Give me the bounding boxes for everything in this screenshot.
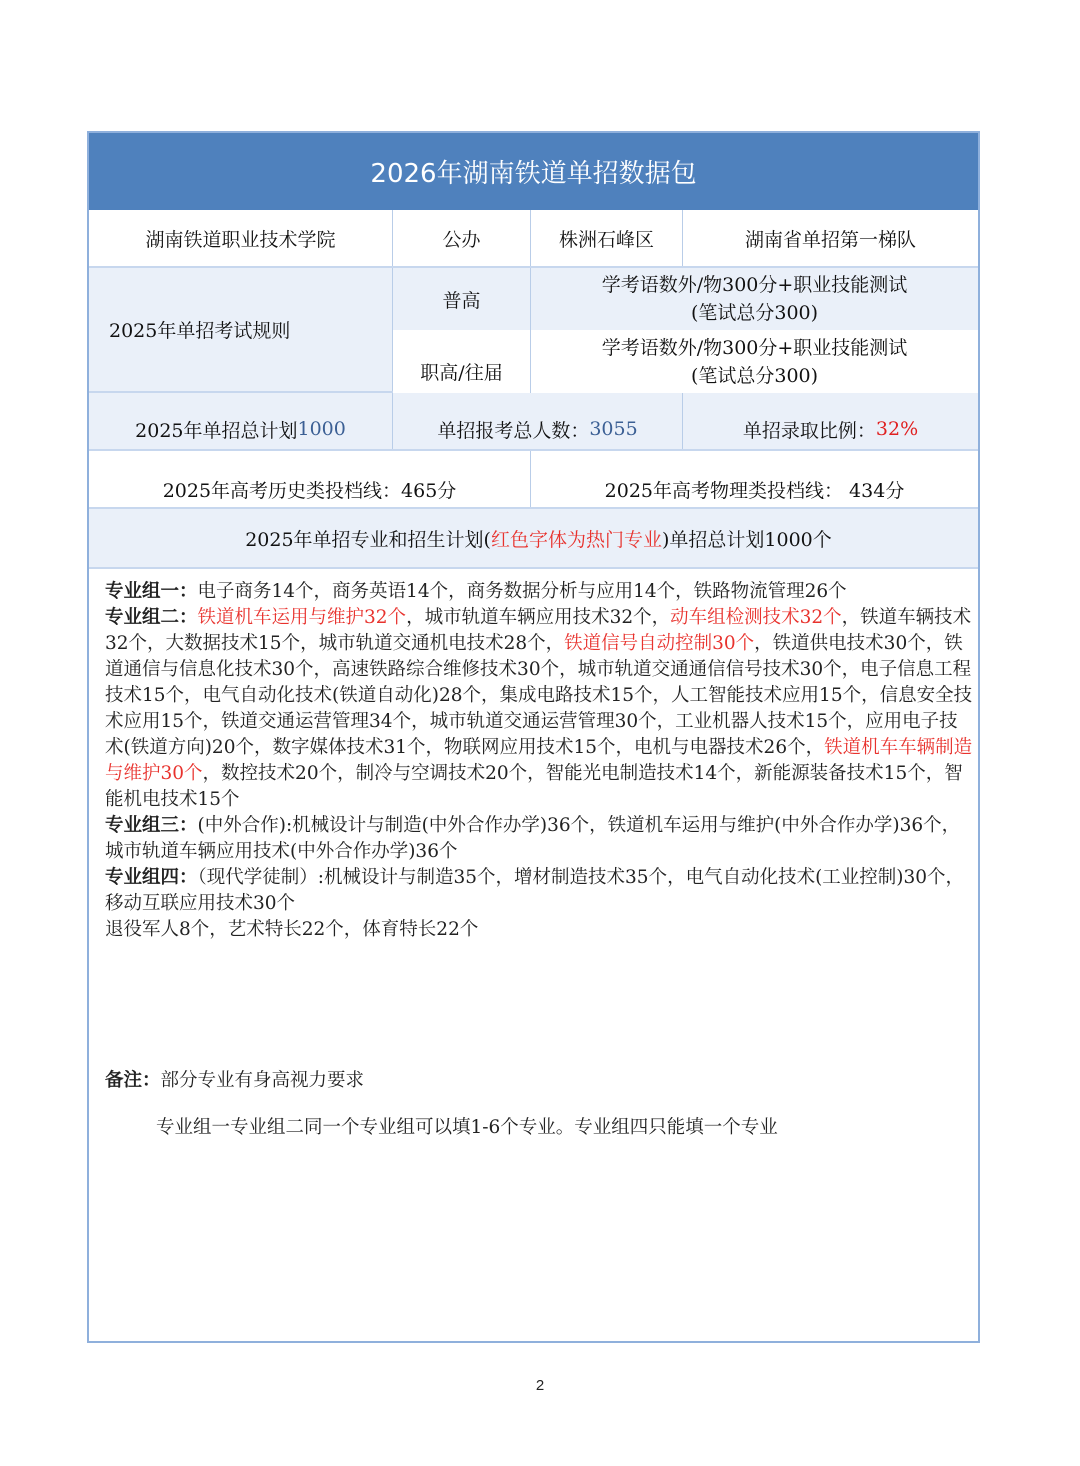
group-text: 电子商务14个，商务英语14个，商务数据分析与应用14个，铁路物流管理26个 (197, 581, 847, 602)
total-plan-label: 2025年单招总计划 (135, 419, 298, 442)
exam-rule-detail (531, 330, 978, 393)
hot-major: 铁道机车车辆制造与维护30个 (105, 737, 973, 784)
plan-header-suffix: )单招总计划1000个 (662, 528, 832, 551)
title-banner (89, 133, 978, 210)
group-label: 专业组四： (105, 867, 198, 888)
school-type: 公办 (393, 210, 531, 266)
exam-rule-category: 职高/往届 (393, 330, 531, 393)
selection-rule: 专业组一专业组二同一个专业组可以填1-6个专业。专业组四只能填一个专业 (156, 1117, 778, 1138)
plan-header (89, 509, 978, 569)
hot-major: 铁道机车运用与维护32个 (197, 607, 407, 628)
group-text: （现代学徒制）:机械设计与制造35个，增材制造技术35个，电气自动化技术(工业控制)30个，移动互联应用技术30个 (105, 867, 965, 914)
group-1 (105, 579, 975, 605)
plan-header-hot: 红色字体为热门专业 (490, 528, 662, 551)
stats-row (89, 393, 978, 451)
hot-major: 铁道信号自动控制30个 (564, 633, 755, 654)
school-tier: 湖南省单招第一梯队 (744, 228, 916, 251)
total-plan-value: 1000 (297, 418, 346, 440)
group-text: ，铁道车辆技术32个，大数据技术15个，城市轨道交通机电技术28个， (105, 607, 972, 654)
group-4 (105, 865, 975, 917)
page-title: 2026年湖南铁道单招数据包 (370, 159, 697, 189)
remark-text: 部分专业有身高视力要求 (160, 1070, 365, 1091)
group-text: ，铁道供电技术30个，铁道通信与信息化技术30个，高速铁路综合维修技术30个，城市轨道交通通信信号技术30个，电子信息工程技术15个，电气自动化技术(铁道自动化)28个，集成电路技术15个，人工智能技术应用15个，信息安全技术应用15个，铁道交通运营管理34个，城市轨道交通运营管理30个，工业机器人技术15个，应用电子技术(铁道方向)20个，数字媒体技术31个，物联网应用技术15个，电机与电器技术26个， (105, 633, 973, 758)
hot-major: 动车组检测技术32个 (670, 607, 842, 628)
page-number: 2 (535, 1377, 545, 1394)
group-label: 专业组一： (105, 581, 198, 602)
applicants (393, 393, 683, 449)
admission-ratio (683, 393, 978, 449)
school-location: 株洲石峰区 (531, 210, 683, 266)
remark-label: 备注： (105, 1070, 161, 1091)
exam-rule-line2: (笔试总分300) (690, 302, 819, 324)
exam-rule-row (393, 268, 978, 332)
group-text: ，城市轨道车辆应用技术32个， (406, 607, 671, 628)
cutoff-row (89, 451, 978, 509)
plan-header-prefix: 2025年单招专业和招生计划( (245, 528, 491, 551)
group-2 (105, 605, 975, 813)
major-groups (105, 579, 975, 943)
history-cutoff: 2025年高考历史类投档线：465分 (89, 451, 531, 507)
total-plan (89, 393, 393, 449)
school-name: 湖南铁道职业技术学院 (89, 210, 393, 266)
group-label: 专业组二： (105, 607, 198, 628)
special-quota: 退役军人8个，艺术特长22个，体育特长22个 (105, 919, 479, 940)
exam-rule-line1: 学考语数外/物300分+职业技能测试 (601, 274, 908, 296)
exam-rule-detail (531, 268, 978, 330)
group-label: 专业组三： (105, 815, 198, 836)
data-sheet (87, 131, 980, 1343)
physics-cutoff: 2025年高考物理类投档线： 434分 (604, 479, 905, 502)
group-3 (105, 813, 975, 865)
group-text: (中外合作):机械设计与制造(中外合作办学)36个，铁道机车运用与维护(中外合作办学)36个，城市轨道车辆应用技术(中外合作办学)36个 (105, 815, 961, 862)
exam-rules-label: 2025年单招考试规则 (89, 268, 393, 391)
ratio-label: 单招录取比例： (742, 419, 876, 442)
exam-rule-line2: (笔试总分300) (690, 364, 819, 387)
exam-rule-line1: 学考语数外/物300分+职业技能测试 (601, 336, 908, 359)
applicants-value: 3055 (589, 418, 638, 440)
applicants-label: 单招报考总人数： (437, 419, 590, 442)
ratio-value: 32% (875, 418, 919, 440)
exam-rules-section (89, 268, 978, 393)
group-text: ，数控技术20个，制冷与空调技术20个，智能光电制造技术14个，新能源装备技术15个，智能机电技术15个 (105, 763, 963, 810)
exam-rule-category: 普高 (393, 268, 531, 330)
exam-rule-row (393, 330, 978, 393)
school-info-row (89, 210, 978, 268)
remark (105, 1066, 364, 1092)
